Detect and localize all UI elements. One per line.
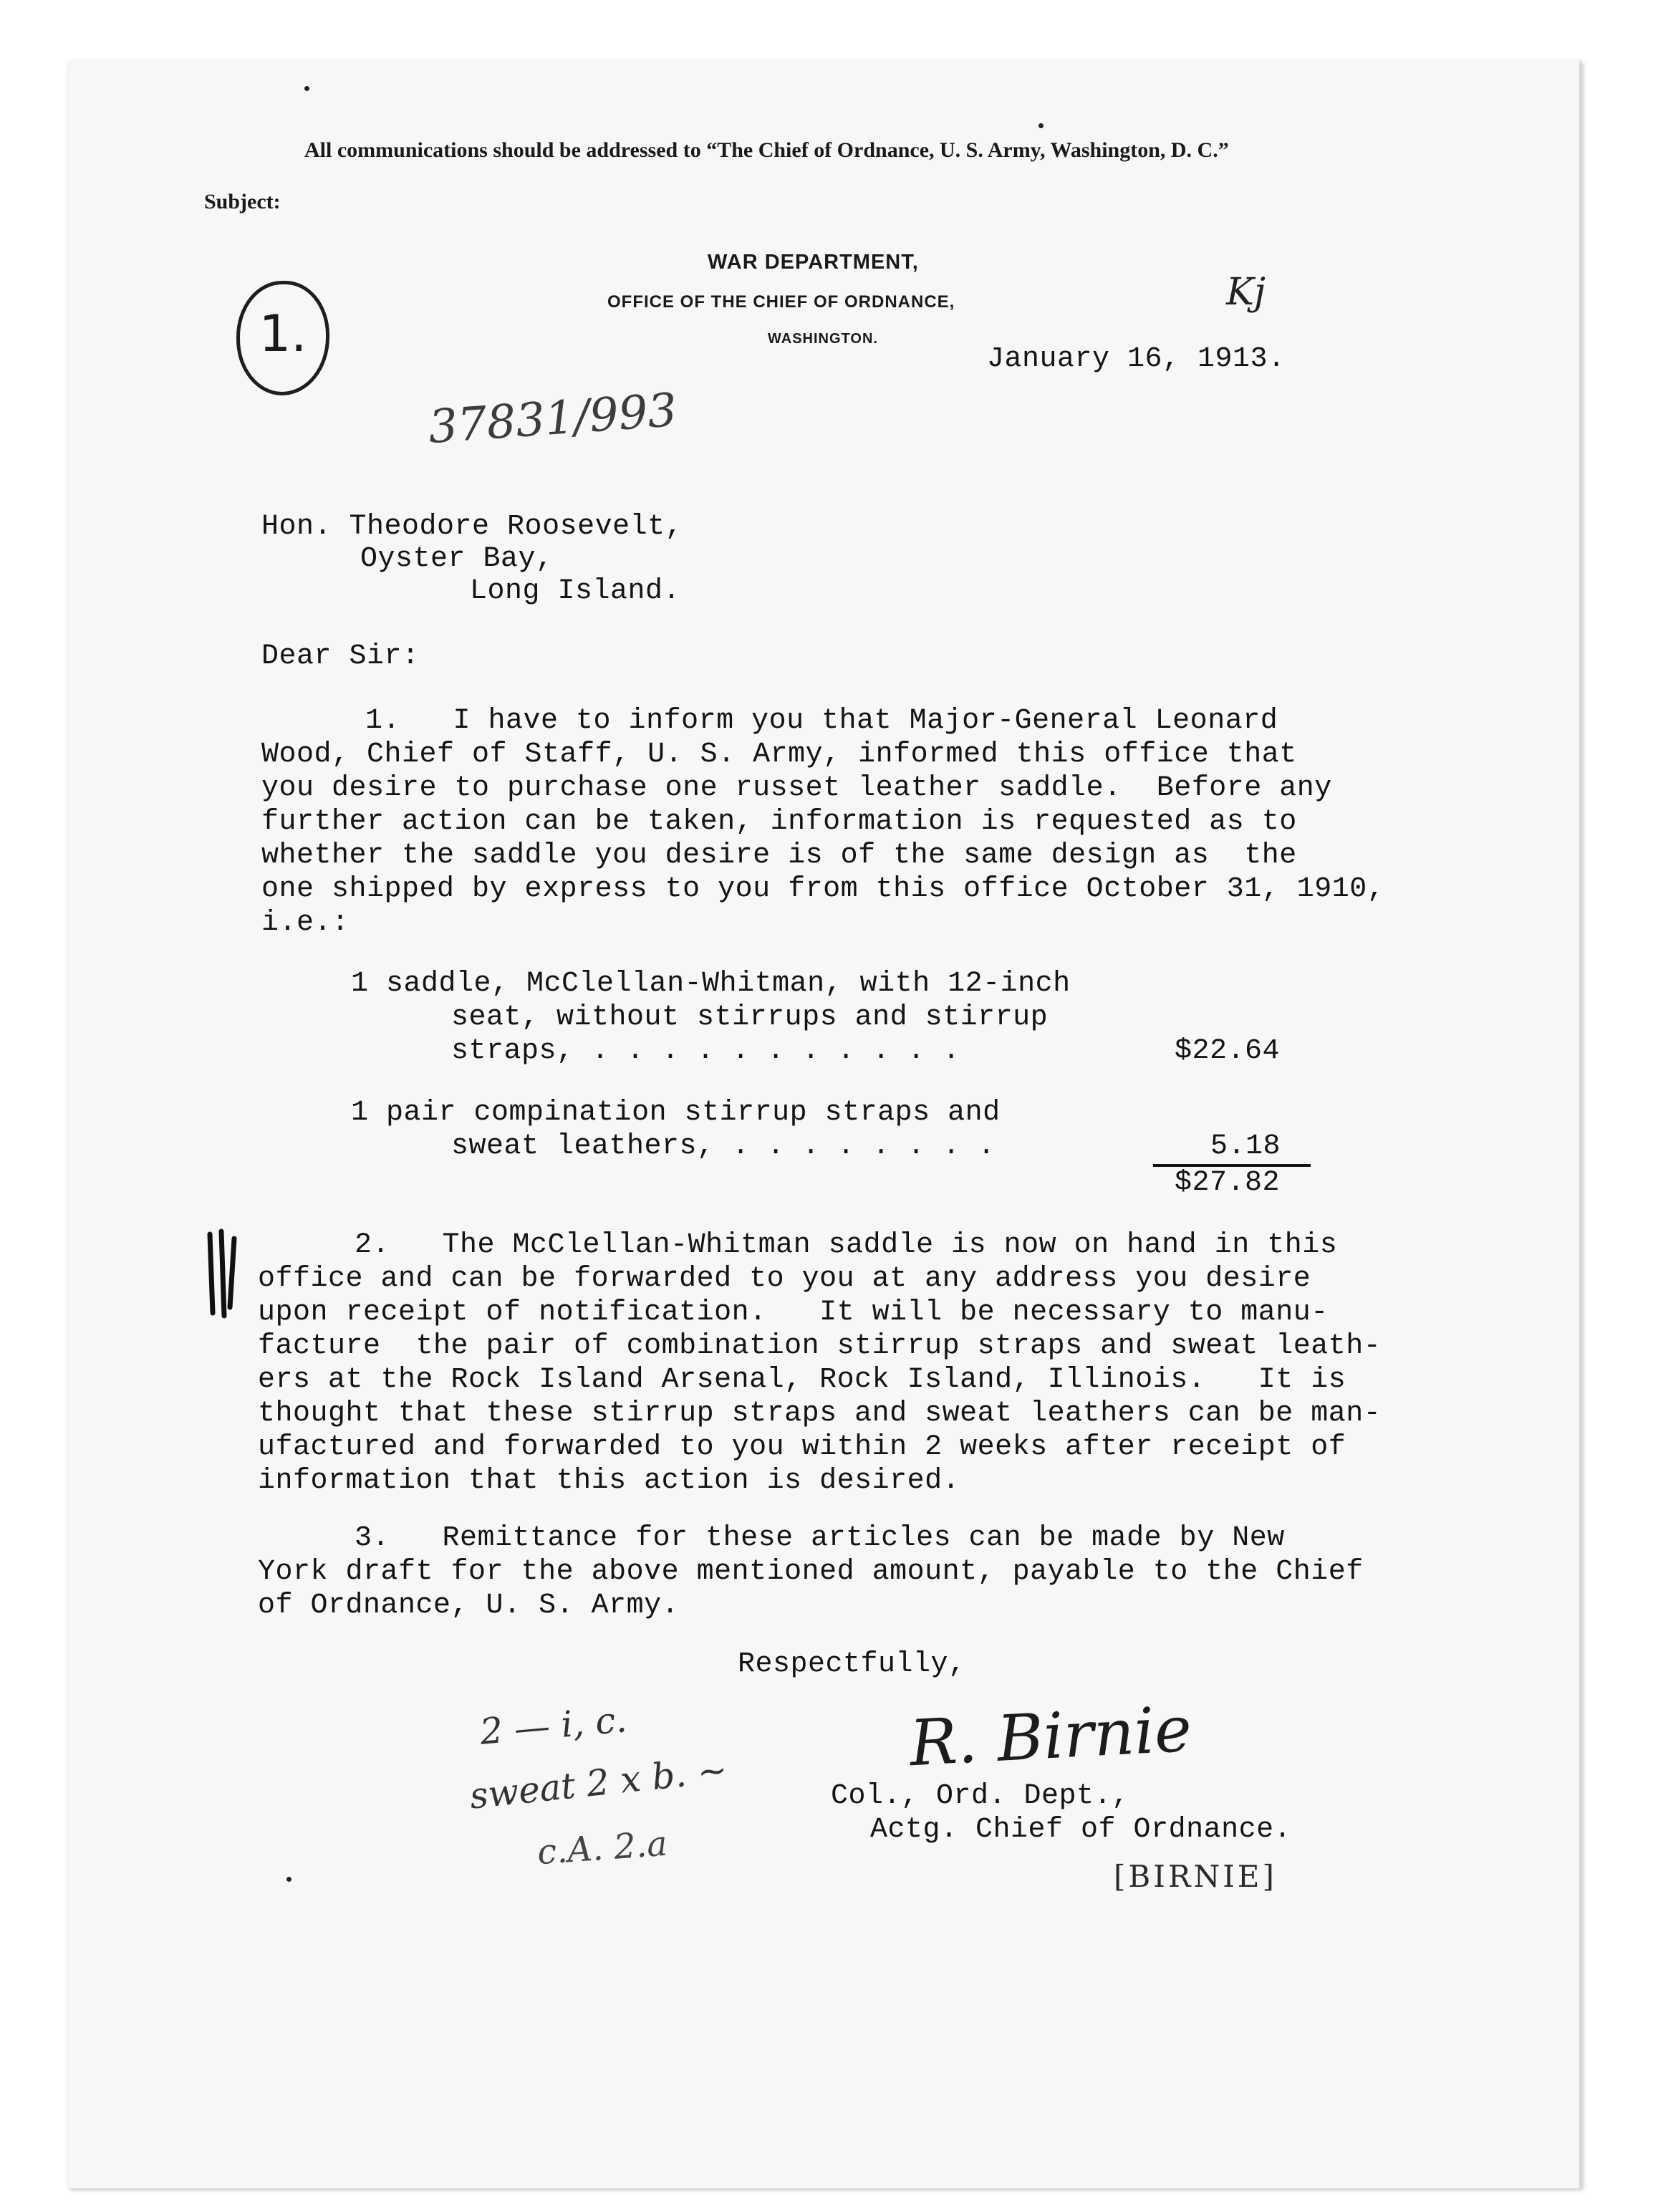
- item-line: seat, without stirrups and stirrup: [451, 1001, 1049, 1034]
- paragraph1-line: one shipped by express to you from this office October 31, 1910,: [261, 873, 1385, 905]
- paragraph2-line: ers at the Rock Island Arsenal, Rock Island, Illinois. It is: [258, 1364, 1346, 1396]
- paragraph3-line: of Ordnance, U. S. Army.: [258, 1590, 680, 1622]
- paragraph1-line: further action can be taken, information is requested as to: [261, 806, 1297, 838]
- paragraph2-line: thought that these stirrup straps and sweat leathers can be man-: [258, 1398, 1382, 1430]
- signer-title-line-1: Col., Ord. Dept.,: [831, 1780, 1129, 1812]
- address-notice: All communications should be addressed to “The Chief of Ordnance, U. S. Army, Washington, D. C.”: [304, 138, 1229, 162]
- recipient-line-2: Oyster Bay,: [360, 543, 554, 575]
- paragraph2-line: facture the pair of combination stirrup straps and sweat leath-: [258, 1330, 1382, 1362]
- paragraph1-line: whether the saddle you desire is of the same design as the: [261, 840, 1297, 872]
- signature: R. Birnie: [907, 1691, 1194, 1781]
- item-line: sweat leathers, . . . . . . . .: [451, 1130, 996, 1163]
- paragraph1-line: i.e.:: [261, 907, 350, 939]
- initials-top: Kj: [1226, 271, 1266, 314]
- item-line: 1 saddle, McClellan-Whitman, with 12-inch: [351, 968, 1071, 1000]
- margin-note: sweat 2 x b. ~: [467, 1749, 730, 1817]
- stray-mark: [304, 86, 309, 91]
- department-name: WAR DEPARTMENT,: [708, 251, 919, 274]
- office-city: WASHINGTON.: [768, 331, 878, 347]
- signer-title-line-2: Actg. Chief of Ordnance.: [870, 1814, 1292, 1846]
- paragraph3-line: 3. Remittance for these articles can be made by New: [355, 1522, 1285, 1554]
- letter-date: January 16, 1913.: [987, 343, 1286, 375]
- paragraph1-line: 1. I have to inform you that Major-General Leonard: [365, 705, 1278, 737]
- file-number: 37831/993: [426, 383, 679, 455]
- salutation: Dear Sir:: [261, 640, 420, 673]
- item-line: straps, . . . . . . . . . . .: [451, 1035, 960, 1067]
- office-name: OFFICE OF THE CHIEF OF ORDNANCE,: [607, 292, 955, 312]
- circled-number: 1.: [236, 281, 329, 395]
- paragraph3-line: York draft for the above mentioned amount, payable to the Chief: [258, 1556, 1364, 1588]
- margin-tick-marks: [204, 1228, 247, 1322]
- paragraph1-line: you desire to purchase one russet leather saddle. Before any: [261, 772, 1332, 804]
- recipient-line-3: Long Island.: [470, 575, 681, 607]
- paragraph2-line: upon receipt of notification. It will be necessary to manu-: [258, 1297, 1329, 1329]
- paragraph2-line: office and can be forwarded to you at any address you desire: [258, 1263, 1311, 1295]
- recipient-line-1: Hon. Theodore Roosevelt,: [261, 511, 683, 543]
- paragraph1-line: Wood, Chief of Staff, U. S. Army, informed this office that: [261, 739, 1297, 771]
- stray-mark: [1038, 123, 1044, 128]
- item-price: 5.18: [1210, 1130, 1281, 1163]
- paragraph2-line: 2. The McClellan-Whitman saddle is now on hand in this: [355, 1229, 1338, 1261]
- margin-note: 2 — i, c.: [478, 1698, 629, 1753]
- margin-note: c.A. 2.a: [536, 1823, 669, 1873]
- item-price: $22.64: [1175, 1035, 1281, 1067]
- paragraph2-line: ufactured and forwarded to you within 2 weeks after receipt of: [258, 1431, 1346, 1463]
- closing: Respectfully,: [738, 1648, 966, 1680]
- item-line: 1 pair compination stirrup straps and: [351, 1097, 1001, 1129]
- paragraph2-line: information that this action is desired.: [258, 1465, 960, 1497]
- stray-mark: [286, 1877, 291, 1882]
- subject-label: Subject:: [204, 190, 281, 213]
- total-price: $27.82: [1175, 1167, 1281, 1199]
- signer-bracket: [BIRNIE]: [1114, 1859, 1277, 1894]
